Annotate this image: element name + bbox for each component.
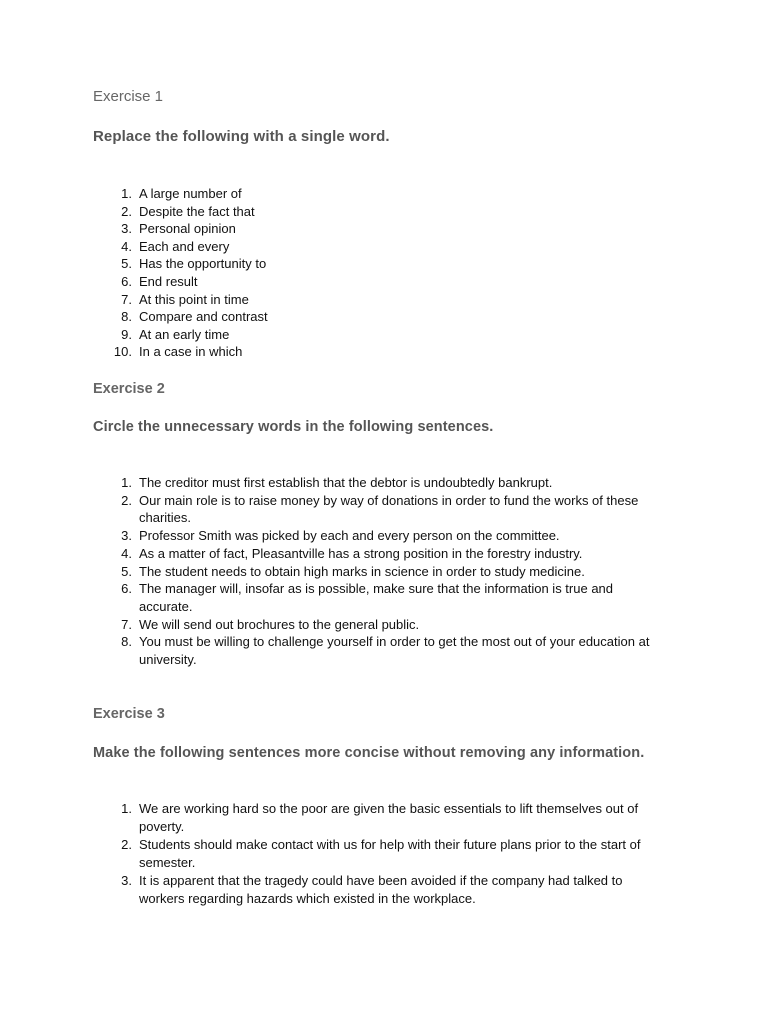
- list-item-number: 1.: [121, 801, 132, 816]
- list-item: [110, 238, 670, 256]
- list-item-text: The student needs to obtain high marks in science in order to study medicine.: [139, 563, 585, 579]
- list-item-number: 2.: [121, 837, 132, 852]
- list-item-text: It is apparent that the tragedy could have been avoided if the company had talked to workers regarding hazards which existed in the workplace.: [139, 873, 623, 906]
- exercise-3-list: [110, 800, 670, 908]
- list-item: [110, 273, 670, 291]
- list-item: [110, 616, 670, 634]
- list-item-number: 5.: [121, 256, 132, 272]
- exercise-2-heading: Exercise 2: [93, 381, 165, 397]
- list-item-text: Students should make contact with us for help with their future plans prior to the start of semester.: [139, 837, 641, 870]
- list-item: [110, 800, 670, 836]
- list-item: [110, 308, 670, 326]
- list-item-text: Compare and contrast: [139, 309, 268, 325]
- list-item: [110, 580, 670, 615]
- list-item-number: 6.: [121, 581, 132, 597]
- exercise-1-list: [110, 185, 670, 361]
- list-item: [110, 343, 670, 361]
- list-item-text: As a matter of fact, Pleasantville has a strong position in the forestry industry.: [139, 545, 583, 561]
- list-item-number: 2.: [121, 203, 132, 219]
- list-item: [110, 492, 670, 527]
- list-item-text: The manager will, insofar as is possible, make sure that the information is true and accurate.: [139, 581, 614, 614]
- list-item-number: 2.: [121, 492, 132, 508]
- list-item-number: 1.: [121, 475, 132, 490]
- list-item: [110, 255, 670, 273]
- exercise-3-heading: Exercise 3: [93, 706, 165, 722]
- list-item-number: 3.: [121, 873, 132, 888]
- list-item-number: 1.: [121, 186, 132, 201]
- list-item-number: 9.: [121, 326, 132, 342]
- list-item-text: We are working hard so the poor are given the basic essentials to lift themselves out of poverty.: [139, 801, 639, 834]
- list-item-text: Despite the fact that: [139, 203, 255, 219]
- list-item-text: Our main role is to raise money by way of donations in order to fund the works of these charities.: [139, 492, 639, 526]
- list-item: [110, 220, 670, 238]
- list-item: [110, 474, 670, 492]
- list-item: [110, 527, 670, 545]
- list-item-number: 7.: [121, 291, 132, 307]
- list-item-number: 6.: [121, 273, 132, 289]
- list-item-number: 4.: [121, 238, 132, 254]
- exercise-1-instruction: Replace the following with a single word.: [93, 128, 390, 145]
- list-item-text: End result: [139, 273, 198, 289]
- list-item-number: 3.: [121, 528, 132, 544]
- list-item: [110, 633, 670, 668]
- exercise-3-instruction: Make the following sentences more concise without removing any information.: [93, 745, 645, 761]
- list-item-text: In a case in which: [139, 344, 243, 360]
- list-item-number: 8.: [121, 309, 132, 325]
- list-item-number: 4.: [121, 545, 132, 561]
- exercise-2-instruction: Circle the unnecessary words in the following sentences.: [93, 419, 494, 435]
- exercise-2-list: [110, 474, 670, 669]
- list-item-text: We will send out brochures to the general public.: [139, 616, 420, 632]
- list-item-number: 10.: [113, 344, 132, 360]
- list-item-number: 3.: [121, 221, 132, 237]
- list-item-text: At an early time: [139, 326, 230, 342]
- list-item-text: Each and every: [139, 238, 230, 254]
- list-item: [110, 545, 670, 563]
- list-item-text: Professor Smith was picked by each and every person on the committee.: [139, 528, 560, 544]
- list-item: [110, 563, 670, 581]
- list-item-text: Personal opinion: [139, 221, 236, 237]
- list-item: [110, 203, 670, 221]
- list-item: [110, 836, 670, 872]
- list-item: [110, 185, 670, 203]
- list-item-number: 5.: [121, 563, 132, 579]
- list-item: [110, 326, 670, 344]
- list-item-number: 8.: [121, 634, 132, 650]
- exercise-1-heading: Exercise 1: [93, 88, 164, 105]
- list-item-text: At this point in time: [139, 291, 249, 307]
- list-item: [110, 291, 670, 309]
- list-item-text: The creditor must first establish that the debtor is undoubtedly bankrupt.: [139, 475, 553, 490]
- list-item-text: A large number of: [139, 186, 242, 201]
- list-item: [110, 872, 670, 908]
- list-item-text: You must be willing to challenge yourself in order to get the most out of your education at university.: [139, 634, 650, 668]
- list-item-text: Has the opportunity to: [139, 256, 267, 272]
- list-item-number: 7.: [121, 616, 132, 632]
